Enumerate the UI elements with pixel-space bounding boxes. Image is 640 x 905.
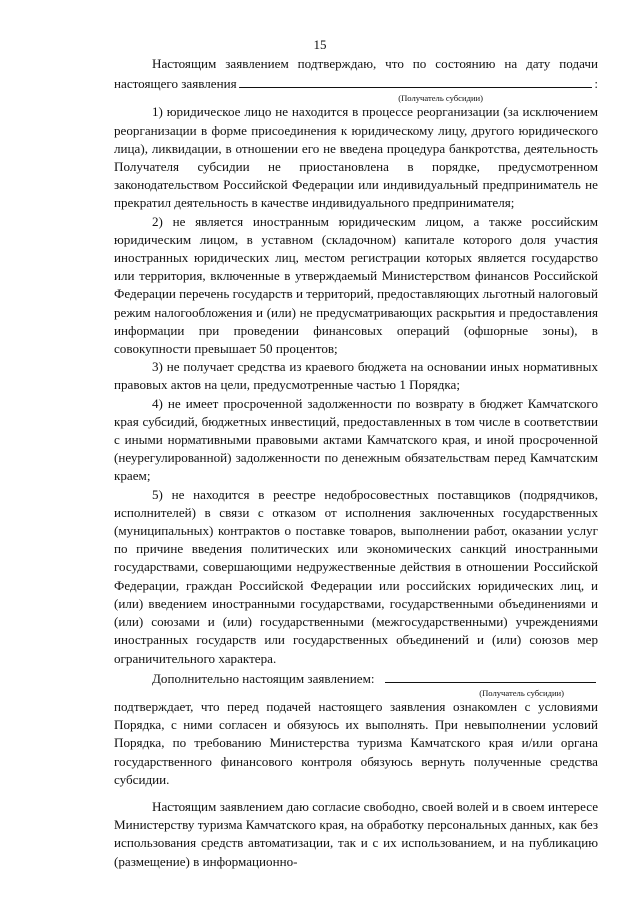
additional-text: подтверждает, что перед подачей настоящего заявления ознакомлен с условиями Порядка, с ними согласен и обязуюсь их выполнять. При невыполнении условий Порядка, по требованию Министерства туризма Камчатского края и/или органа государственного финансового контроля обязуюсь вернуть полученные средства субсидии. [114,698,598,787]
additional-start: Дополнительно настоящим заявлением: [152,670,375,686]
document-body [114,55,598,871]
condition-item-2: 2) не является иностранным юридическим лицом, а также российским юридическим лицом, в уставном (складочном) капитале которого доля участия иностранных юридических лиц, местом регистрации которых является государство или территория, включенные в утверждаемый Министерством финансов Российской Федерации перечень государств и территорий, предоставляющих льготный налоговый режим налогообложения и (или) не предусматривающих раскрытия и предоставления информации при проведении финансовых операций (офшорные зоны), в совокупности превышает 50 процентов; [114,213,598,357]
recipient-caption: (Получатель субсидии) [398,93,483,104]
additional-blank-line [385,668,596,683]
intro-line: Настоящим заявлением подтверждаю, что по состоянию на дату подачи [152,56,598,71]
page-number: 15 [313,37,327,52]
condition-item-5: 5) не находится в реестре недобросовестных поставщиков (подрядчиков, исполнителей) в связи с отказом от исполнения заключенных государственных (муниципальных) контрактов о поставке товаров, выполнении работ, оказании услуг по причине введения политических или экономических санкций иностранными государствами, совершающими недружественные действия в отношении Российской Федерации, граждан Российской Федерации или российских юридических лиц, и (или) введением иностранными государствами, государственными объединениями и (или) союзами и (или) государственными (межгосударственными) учреждениями иностранных государств или государственных объединений и (или) союзов мер ограничительного характера. [114,486,598,666]
intro-line-start: настоящего заявления [114,76,237,92]
additional-field-row [114,668,598,688]
recipient-blank-line [239,73,593,88]
additional-caption: (Получатель субсидии) [479,687,564,698]
consent-paragraph: Настоящим заявлением даю согласие свободно, своей волей и в своем интересе Министерству туризма Камчатского края, на обработку персональных данных, как без использования средств автоматизации, так и с их использованием, и на публикацию (размещение) в информационно- [114,798,598,869]
condition-item-4: 4) не имеет просроченной задолженности по возврату в бюджет Камчатского края субсидий, бюджетных инвестиций, предоставленных в том числе в соответствии с иными нормативными правовыми актами Камчатского края, и иной просроченной (неурегулированной) задолженности по денежным обязательствам перед Камчатским краем; [114,395,598,484]
condition-item-3: 3) не получает средства из краевого бюджета на основании иных нормативных правовых актов на цели, предусмотренные частью 1 Порядка; [114,359,598,393]
condition-item-1: 1) юридическое лицо не находится в процессе реорганизации (за исключением реорганизации в форме присоединения к юридическому лицу, другого юридического лица), ликвидации, в отношении его не введена процедура банкротства, деятельность Получателя субсидии не приостановлена в порядке, предусмотренном законодательством Российской Федерации или индивидуальный предприниматель не прекратил деятельность в качестве индивидуального предпринимателя; [114,104,598,211]
intro-line-end: : [594,76,598,92]
recipient-field-row [114,73,598,93]
